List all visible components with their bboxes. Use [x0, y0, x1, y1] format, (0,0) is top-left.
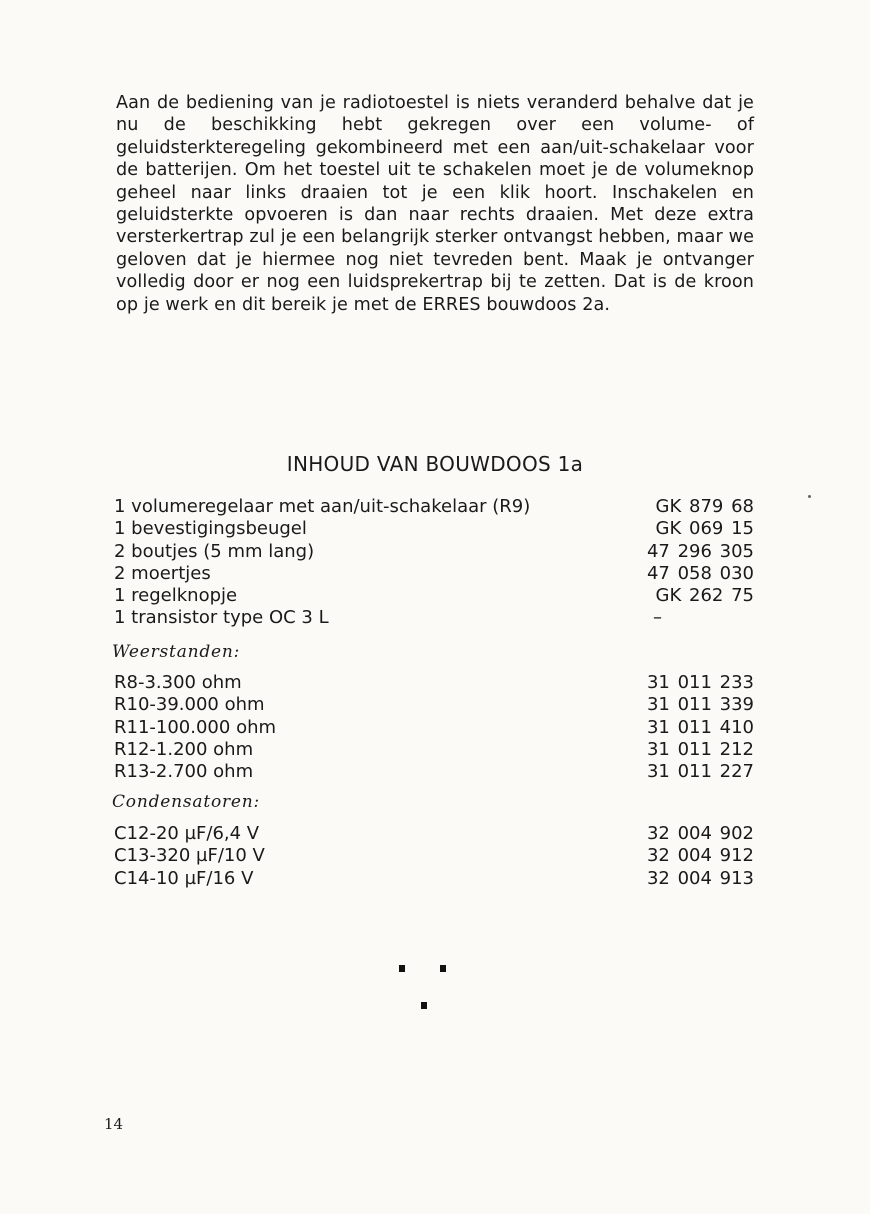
item-description: R10-39.000 ohm	[114, 694, 265, 716]
capacitors-list	[114, 823, 754, 890]
list-item	[114, 607, 754, 629]
list-item	[114, 585, 754, 607]
item-code: 31 011 212	[646, 738, 754, 760]
item-description: R13-2.700 ohm	[114, 761, 254, 783]
list-item	[114, 717, 754, 739]
item-description: 1 transistor type OC 3 L	[114, 607, 329, 629]
decorative-square-mark	[399, 965, 405, 972]
item-description: 2 boutjes (5 mm lang)	[114, 540, 315, 562]
item-code: 31 011 233	[646, 672, 754, 693]
paper-speck	[808, 495, 811, 498]
list-item	[114, 518, 754, 540]
list-item	[114, 761, 754, 783]
list-item	[114, 823, 754, 845]
item-description: 1 volumeregelaar met aan/uit-schakelaar (R9)	[114, 496, 531, 517]
capacitors-heading: Condensatoren:	[112, 792, 261, 812]
item-description: R8-3.300 ohm	[114, 672, 242, 693]
intro-text	[116, 92, 754, 316]
list-item	[114, 496, 754, 518]
item-code: 32 004 913	[646, 867, 754, 889]
list-item	[114, 694, 754, 716]
item-code: 32 004 902	[646, 823, 754, 844]
item-code: GK 069 15	[655, 518, 754, 540]
item-description: 1 bevestigingsbeugel	[114, 518, 307, 540]
item-code: –	[653, 607, 662, 629]
item-description: 2 moertjes	[114, 562, 211, 584]
contents-title: INHOUD VAN BOUWDOOS 1a	[286, 452, 584, 476]
item-code: 47 296 305	[646, 540, 754, 562]
intro-paragraph: Aan de bediening van je radiotoestel is niets veranderd behalve dat je nu de beschikking hebt gekregen over een volume- of geluidsterkteregeling gekombineerd met een aan/uit-schakelaar voor de batterijen. Om het toestel uit te schakelen moet je de volumeknop geheel naar links draaien tot je een klik hoort. Inschakelen en geluidsterkte opvoeren is dan naar rechts draaien. Met deze extra versterkertrap zul je een belangrijk sterker ontvangst hebben, maar we geloven dat je hiermee nog niet tevreden bent. Maak je ontvanger volledig door er nog een luidsprekertrap bij te zetten. Dat is de kroon op je werk en dit bereik je met de ERRES bouwdoos 2a.	[116, 93, 754, 315]
item-description: R12-1.200 ohm	[114, 738, 254, 760]
item-code: 32 004 912	[646, 845, 754, 867]
item-description: R11-100.000 ohm	[114, 716, 277, 738]
resistors-heading: Weerstanden:	[112, 642, 241, 662]
list-item	[114, 739, 754, 761]
item-description: C13-320 µF/10 V	[114, 845, 265, 867]
list-item	[114, 563, 754, 585]
item-description: C14-10 µF/16 V	[114, 867, 254, 889]
list-item	[114, 845, 754, 867]
page-number: 14	[104, 1115, 124, 1133]
resistors-list	[114, 672, 754, 783]
list-item	[114, 868, 754, 890]
item-code: 31 011 410	[646, 716, 754, 738]
item-code: 47 058 030	[646, 562, 754, 584]
parts-list	[114, 496, 754, 630]
decorative-square-mark	[440, 965, 446, 972]
list-item	[114, 672, 754, 694]
item-code: GK 262 75	[655, 585, 754, 607]
decorative-square-mark	[421, 1002, 427, 1009]
item-description: 1 regelknopje	[114, 585, 238, 607]
item-code: 31 011 227	[646, 761, 754, 783]
item-code: GK 879 68	[655, 496, 754, 517]
item-description: C12-20 µF/6,4 V	[114, 823, 260, 844]
list-item	[114, 541, 754, 563]
item-code: 31 011 339	[646, 694, 754, 716]
